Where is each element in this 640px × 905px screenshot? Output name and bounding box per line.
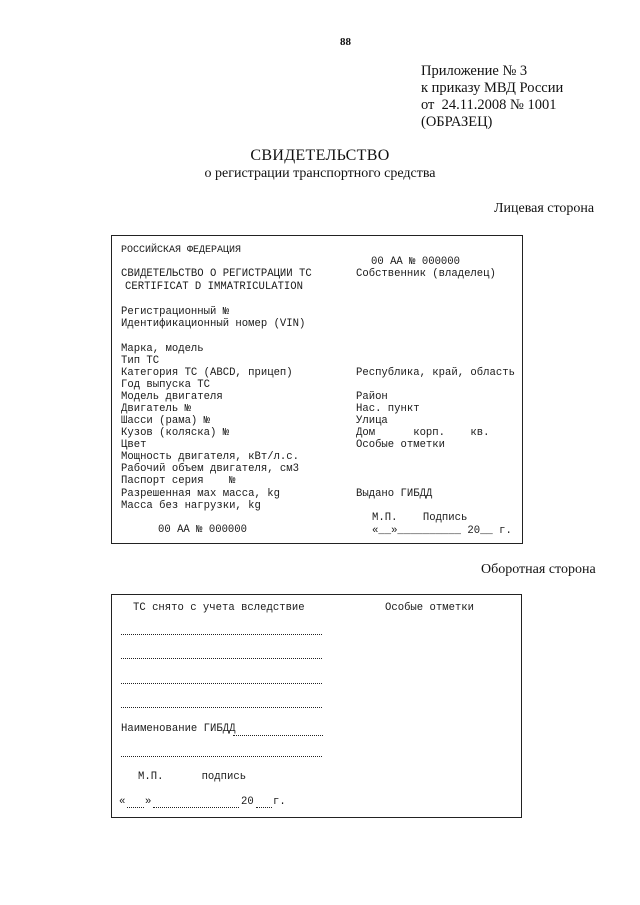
back-special-marks-label: Особые отметки	[385, 602, 475, 614]
back-certificate-box	[111, 594, 522, 818]
back-date-open-quote: «	[119, 796, 126, 808]
field-vehicle-type: Тип ТС	[121, 355, 160, 367]
gibdd-name-label: Наименование ГИБДД	[121, 723, 236, 735]
series-number-bottom: 00 АА № 000000	[158, 524, 248, 536]
field-street: Улица	[356, 415, 388, 427]
back-date-year-suffix: г.	[273, 796, 286, 808]
document-subtitle: о регистрации транспортного средства	[204, 166, 436, 181]
field-unladen-mass: Масса без нагрузки, kg	[121, 500, 261, 512]
document-title: СВИДЕТЕЛЬСТВО	[250, 147, 390, 164]
back-date-year-line	[256, 807, 272, 808]
field-engine-model: Модель двигателя	[121, 391, 223, 403]
field-make-model: Марка, модель	[121, 343, 204, 355]
field-max-mass: Разрешенная мах масса, kg	[121, 488, 280, 500]
reason-line-3	[121, 683, 322, 684]
field-body: Кузов (коляска) №	[121, 427, 230, 439]
issued-by-label: Выдано ГИБДД	[356, 488, 433, 500]
field-special-marks: Особые отметки	[356, 439, 446, 451]
reason-line-4	[121, 707, 322, 708]
back-date-month-line	[153, 807, 239, 808]
series-number-top: 00 АА № 000000	[371, 256, 461, 268]
certificate-title-fr: CERTIFICAT D IMMATRICULATION	[125, 281, 304, 293]
stamp-signature-label: М.П. Подпись	[372, 512, 468, 524]
gibdd-name-line-2	[121, 756, 322, 757]
issue-date-line: «__»__________ 20__ г.	[372, 525, 512, 537]
back-date-year-prefix: 20	[241, 796, 254, 808]
front-side-label: Лицевая сторона	[494, 201, 595, 216]
country-label: РОССИЙСКАЯ ФЕДЕРАЦИЯ	[121, 245, 242, 256]
field-color: Цвет	[121, 439, 147, 451]
appendix-line-1: Приложение № 3	[421, 63, 528, 79]
back-side-label: Оборотная сторона	[481, 562, 596, 577]
field-engine-volume: Рабочий объем двигателя, см3	[121, 463, 300, 475]
appendix-line-3: от 24.11.2008 № 1001	[421, 97, 557, 113]
back-date-day-line	[127, 807, 144, 808]
back-stamp-signature-label: М.П. подпись	[138, 771, 247, 783]
vin-label: Идентификационный номер (VIN)	[121, 318, 306, 330]
field-settlement: Нас. пункт	[356, 403, 420, 415]
reason-line-1	[121, 634, 322, 635]
field-chassis: Шасси (рама) №	[121, 415, 211, 427]
back-date-close-quote: »	[145, 796, 152, 808]
registration-number-label: Регистрационный №	[121, 306, 230, 318]
field-district: Район	[356, 391, 388, 403]
field-category: Категория ТС (ABCD, прицеп)	[121, 367, 293, 379]
field-engine-power: Мощность двигателя, кВт/л.с.	[121, 451, 300, 463]
field-engine-number: Двигатель №	[121, 403, 191, 415]
appendix-line-2: к приказу МВД России	[421, 80, 564, 96]
field-house: Дом корп. кв.	[356, 427, 490, 439]
field-region: Республика, край, область	[356, 367, 515, 379]
gibdd-name-line	[233, 735, 323, 736]
field-year: Год выпуска ТС	[121, 379, 211, 391]
reason-line-2	[121, 658, 322, 659]
page-number: 88	[340, 36, 351, 48]
removed-from-register-label: ТС снято с учета вследствие	[133, 602, 305, 614]
field-passport: Паспорт серия №	[121, 475, 236, 487]
certificate-title: СВИДЕТЕЛЬСТВО О РЕГИСТРАЦИИ ТС	[121, 268, 312, 280]
appendix-line-4: (ОБРАЗЕЦ)	[421, 114, 493, 130]
owner-label: Собственник (владелец)	[356, 268, 496, 280]
